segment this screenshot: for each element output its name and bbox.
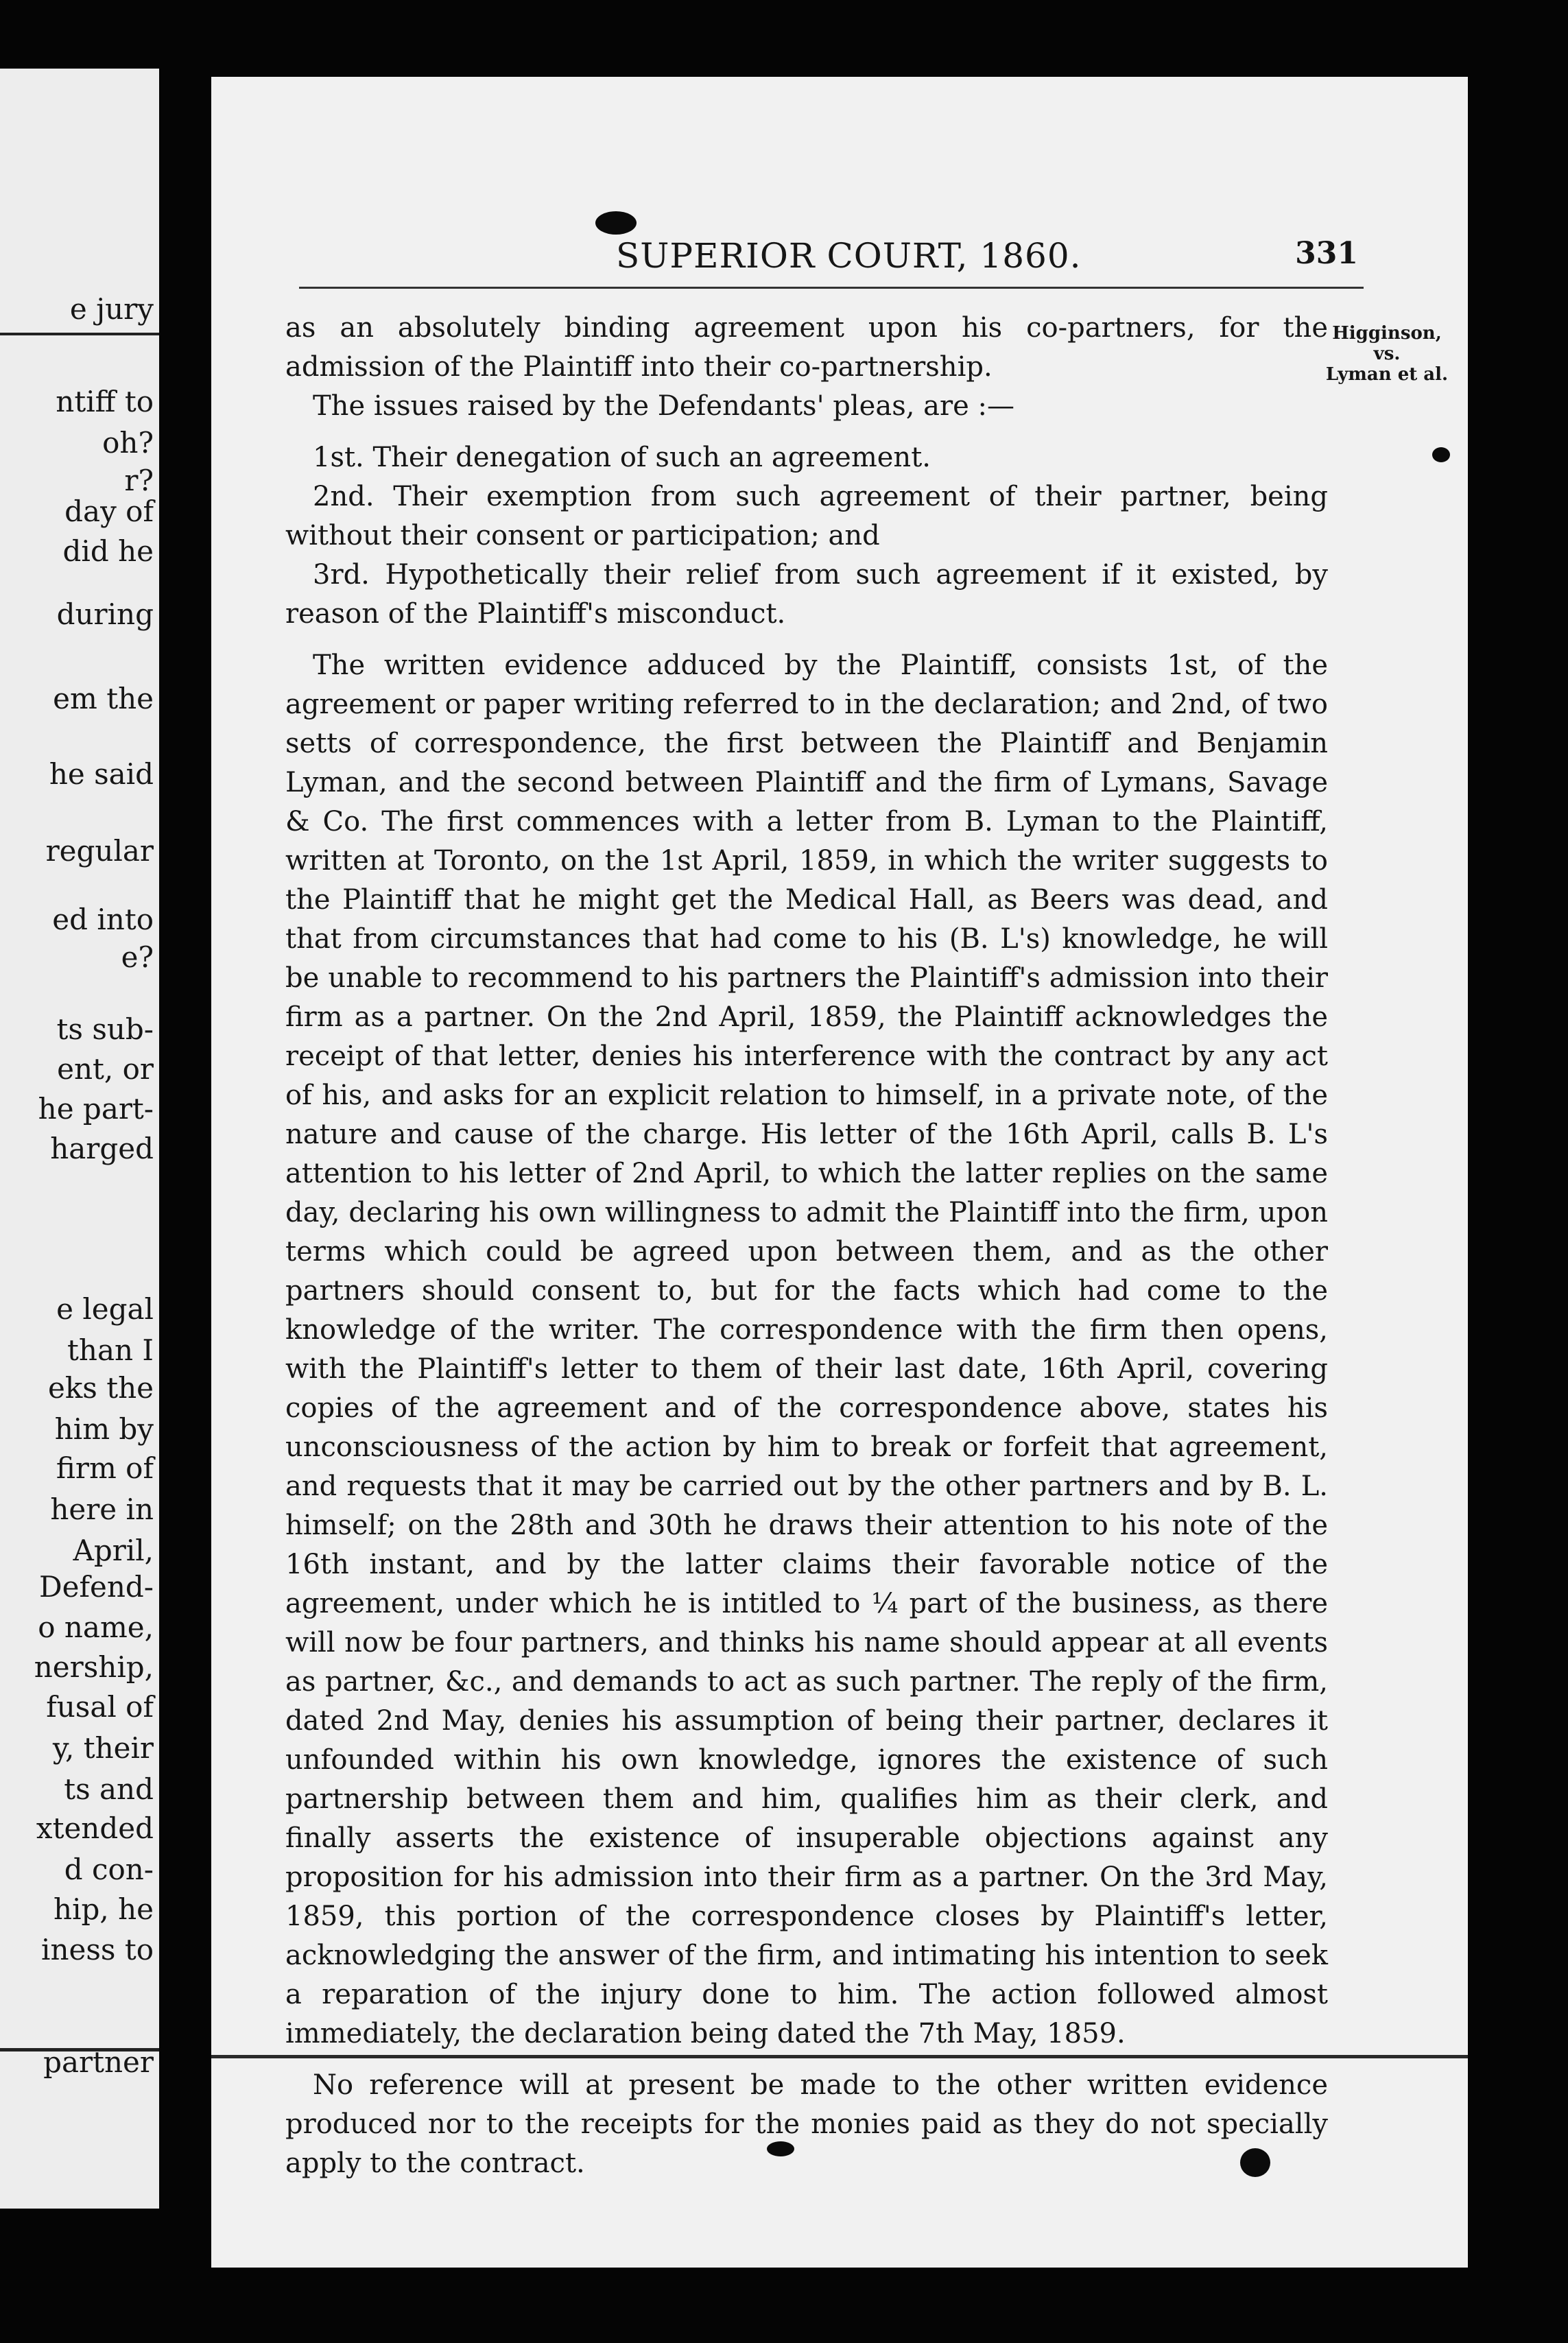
page-number: 331 [1295,236,1358,271]
ink-blot [1432,447,1450,462]
ink-blot [595,211,637,235]
adjacent-page-fragment: here in [50,1492,154,1526]
adjacent-page-fragment: ts sub- [56,1012,154,1046]
adjacent-page-fragment: than I [67,1333,154,1367]
adjacent-page-fragment: o name, [38,1610,154,1644]
adjacent-page-fragment: fusal of [46,1690,154,1724]
adjacent-page-fragment: harged [50,1132,154,1165]
adjacent-page-fragment: ent, or [57,1052,154,1086]
adjacent-page-strip [0,69,159,2209]
ink-blot [1240,2148,1270,2177]
paragraph: as an absolutely binding agreement upon his co-partners, for the admission of the Plaintiff into their co-partnership. [285,312,1328,383]
adjacent-page-fragment: ed into [52,903,154,936]
issue-item: 1st. Their denegation of such an agreement. [313,442,931,473]
adjacent-page-fragment: eks the [48,1371,154,1405]
paragraph: No reference will at present be made to the other written evidence produced nor to the receipts for the monies paid as they do not specially apply to the contract. [285,2069,1328,2179]
margin-note-line: Lyman et al. [1325,364,1449,385]
adjacent-page-fragment: e? [121,940,154,974]
adjacent-page-fragment: he said [49,757,154,791]
adjacent-page-fragment: partner [43,2045,154,2079]
footer-rule [211,2055,1468,2058]
adjacent-page-fragment: d con- [64,1853,154,1886]
adjacent-page-fragment: e legal [56,1292,154,1326]
adjacent-page-fragment: firm of [56,1451,154,1485]
case-name-margin-note [1309,324,1465,385]
adjacent-page-fragment: regular [45,834,154,868]
adjacent-page-fragment: e jury [69,292,154,326]
paragraph: The issues raised by the Defendants' pleas, are :— [313,390,1014,422]
body-text [285,309,1328,2183]
adjacent-page-fragment: nership, [34,1650,154,1684]
adjacent-page-fragment: day of [64,495,154,528]
adjacent-page-fragment: did he [62,534,154,568]
paragraph: The written evidence adduced by the Plaintiff, consists 1st, of the agreement or paper writing referred to in the declaration; and 2nd, of two setts of correspondence, the first between the Plaintiff and Benjamin Lyman, and the second between Plaintiff and the firm of Lymans, Savage & Co. The first commences with a letter from B. Lyman to the Plaintiff, written at Toronto, on the 1st April, 1859, in which the writer suggests to the Plaintiff that he might get the Medical Hall, as Beers was dead, and that from circumstances that had come to his (B. L's) knowledge, he will be unable to recommend to his partners the Plaintiff's admission into their firm as a partner. On the 2nd April, 1859, the Plaintiff acknowledges the receipt of that letter, denies his interference with the contract by any act of his, and asks for an explicit relation to himself, in a private note, of the nature and cause of the charge. His letter of the 16th April, calls B. L's attention to his letter of 2nd April, to which the latter replies on the same day, declaring his own willingness to admit the Plaintiff into the firm, upon terms which could be agreed upon between them, and as the other partners should consent to, but for the facts which had come to the knowledge of the writer. The correspondence with the firm then opens, with the Plaintiff's letter to them of their last date, 16th April, covering copies of the agreement and of the correspondence above, states his unconsciousness of the action by him to break or forfeit that agreement, and requests that it may be carried out by the other partners and by B. L. himself; on the 28th and 30th he draws their attention to his note of the 16th instant, and by the latter claims their favorable notice of the agreement, under which he is intitled to ¼ part of the business, as there will now be four partners, and thinks his name should appear at all events as partner, &c., and demands to act as such partner. The reply of the firm, dated 2nd May, denies his assumption of being their partner, declares it unfounded within his own knowledge, ignores the existence of such partnership between them and him, qualifies him as their clerk, and finally asserts the existence of insuperable objections against any proposition for his admission into their firm as a partner. On the 3rd May, 1859, this portion of the correspondence closes by Plaintiff's letter, acknowledging the answer of the firm, and intimating his intention to seek a reparation of the injury done to him. The action followed almost immediately, the declaration being dated the 7th May, 1859. [285,650,1328,2049]
adjacent-page-fragment: ntiff to [56,385,154,418]
adjacent-page-fragment: ts and [64,1772,154,1806]
adjacent-page-fragment: April, [73,1534,154,1567]
adjacent-page-header-rule [0,333,159,335]
adjacent-page-fragment: em the [53,682,154,715]
margin-note-line: Higginson, [1332,323,1442,344]
adjacent-page-fragment: r? [124,464,154,497]
issue-item: 3rd. Hypothetically their relief from such agreement if it existed, by reason of the Plaintiff's misconduct. [285,559,1328,630]
ink-blot [767,2141,794,2156]
adjacent-page-fragment: Defend- [38,1570,154,1604]
issue-item: 2nd. Their exemption from such agreement of their partner, being without their consent or participation; and [285,481,1328,551]
running-title: SUPERIOR COURT, 1860. [616,236,1082,276]
adjacent-page-fragment: iness to [41,1933,154,1966]
adjacent-page-fragment: oh? [102,426,154,460]
header-rule [299,287,1364,289]
adjacent-page-fragment: hip, he [54,1892,154,1926]
book-page [211,77,1468,2268]
margin-note-line: vs. [1373,343,1401,364]
adjacent-page-fragment: he part- [38,1092,154,1126]
adjacent-page-fragment: during [56,597,154,631]
adjacent-page-fragment: y, their [52,1731,154,1765]
adjacent-page-fragment: him by [54,1412,154,1446]
running-header [211,236,1468,277]
adjacent-page-fragment: xtended [36,1811,154,1845]
